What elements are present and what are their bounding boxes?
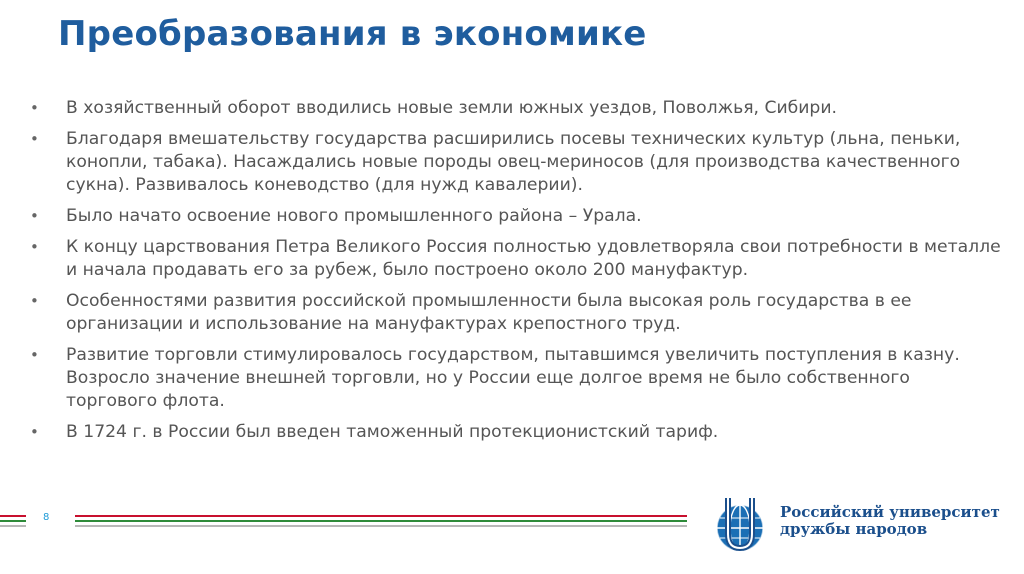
bullet-marker: • xyxy=(30,238,39,256)
bullet-item xyxy=(30,128,1005,197)
page-number: 8 xyxy=(43,512,50,523)
logo-text xyxy=(780,504,1000,538)
bullet-text: Развитие торговли стимулировалось государством, пытавшимся увеличить поступления в казну. Возросло значение внешней торговли, но у России еще долгое время не было собственного торгового флота. xyxy=(66,345,960,411)
logo-line-1: Российский университет xyxy=(780,503,1000,521)
bullet-text: Благодаря вмешательству государства расширились посевы технических культур (льна, пеньки, конопли, табака). Насаждались новые породы овец-мериносов (для производства качественного сукна). Развивалось коневодство (для нужд кавалерии). xyxy=(66,129,961,195)
bullet-marker: • xyxy=(30,423,39,441)
bullet-item xyxy=(30,421,1005,444)
bullet-text: Было начато освоение нового промышленного района – Урала. xyxy=(66,206,642,226)
globe-logo-icon xyxy=(708,496,776,556)
bullet-marker: • xyxy=(30,207,39,225)
bullet-text: В хозяйственный оборот вводились новые земли южных уездов, Поволжья, Сибири. xyxy=(66,98,837,118)
footer-stripe-gray xyxy=(75,525,687,527)
logo-line-2: дружбы народов xyxy=(780,520,928,538)
footer-stripe-left-green xyxy=(0,520,26,522)
bullet-item xyxy=(30,344,1005,413)
footer-stripe-left-red xyxy=(0,515,26,517)
footer-stripe-left-gray xyxy=(0,525,26,527)
bullet-marker: • xyxy=(30,130,39,148)
bullet-text: В 1724 г. в России был введен таможенный протекционистский тариф. xyxy=(66,422,719,442)
bullet-list xyxy=(30,97,1005,452)
bullet-text: Особенностями развития российской промышленности была высокая роль государства в ее организации и использование на мануфактурах крепостного труд. xyxy=(66,291,912,334)
bullet-marker: • xyxy=(30,99,39,117)
bullet-marker: • xyxy=(30,346,39,364)
footer-stripe-red xyxy=(75,515,687,517)
bullet-text: К концу царствования Петра Великого Россия полностью удовлетворяла свои потребности в металле и начала продавать его за рубеж, было построено около 200 мануфактур. xyxy=(66,237,1001,280)
bullet-item xyxy=(30,205,1005,228)
bullet-item xyxy=(30,97,1005,120)
bullet-item xyxy=(30,290,1005,336)
bullet-marker: • xyxy=(30,292,39,310)
slide-title: Преобразования в экономике xyxy=(58,14,647,54)
footer-stripe-green xyxy=(75,520,687,522)
bullet-item xyxy=(30,236,1005,282)
